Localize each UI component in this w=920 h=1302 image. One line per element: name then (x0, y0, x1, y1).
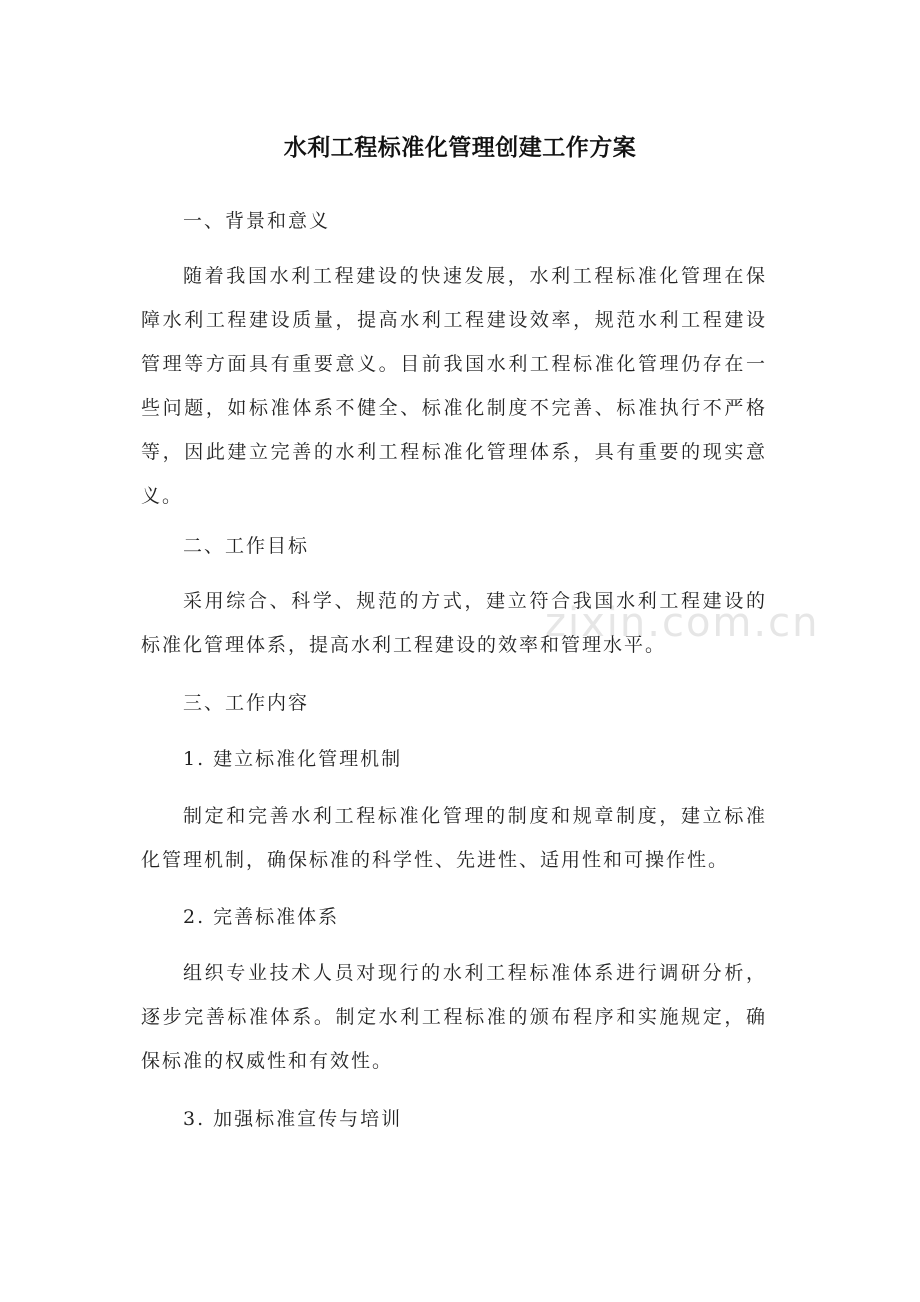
paragraph-goals: 采用综合、科学、规范的方式，建立符合我国水利工程建设的标准化管理体系，提高水利工程建设的效率和管理水平。 (141, 590, 767, 656)
subheading-mechanism: 1. 建立标准化管理机制 (183, 748, 403, 770)
paragraph-standard-system: 组织专业技术人员对现行的水利工程标准体系进行调研分析，逐步完善标准体系。制定水利工程标准的颁布程序和实施规定，确保标准的权威性和有效性。 (141, 962, 767, 1072)
document-title: 水利工程标准化管理创建工作方案 (283, 135, 637, 161)
section-heading-content: 三、工作内容 (183, 692, 310, 714)
paragraph-background: 随着我国水利工程建设的快速发展，水利工程标准化管理在保障水利工程建设质量，提高水利工程建设效率，规范水利工程建设管理等方面具有重要意义。目前我国水利工程标准化管理仍存在一些问题，如标准体系不健全、标准化制度不完善、标准执行不严格等，因此建立完善的水利工程标准化管理体系，具有重要的现实意义。 (141, 265, 767, 507)
paragraph-mechanism: 制定和完善水利工程标准化管理的制度和规章制度，建立标准化管理机制，确保标准的科学性、先进性、适用性和可操作性。 (141, 805, 767, 871)
section-heading-background: 一、背景和意义 (183, 210, 331, 232)
watermark: zixin.com.cn (545, 600, 820, 646)
subheading-training: 3. 加强标准宣传与培训 (183, 1108, 403, 1130)
subheading-standard-system: 2. 完善标准体系 (183, 906, 340, 928)
section-heading-goals: 二、工作目标 (183, 535, 310, 557)
